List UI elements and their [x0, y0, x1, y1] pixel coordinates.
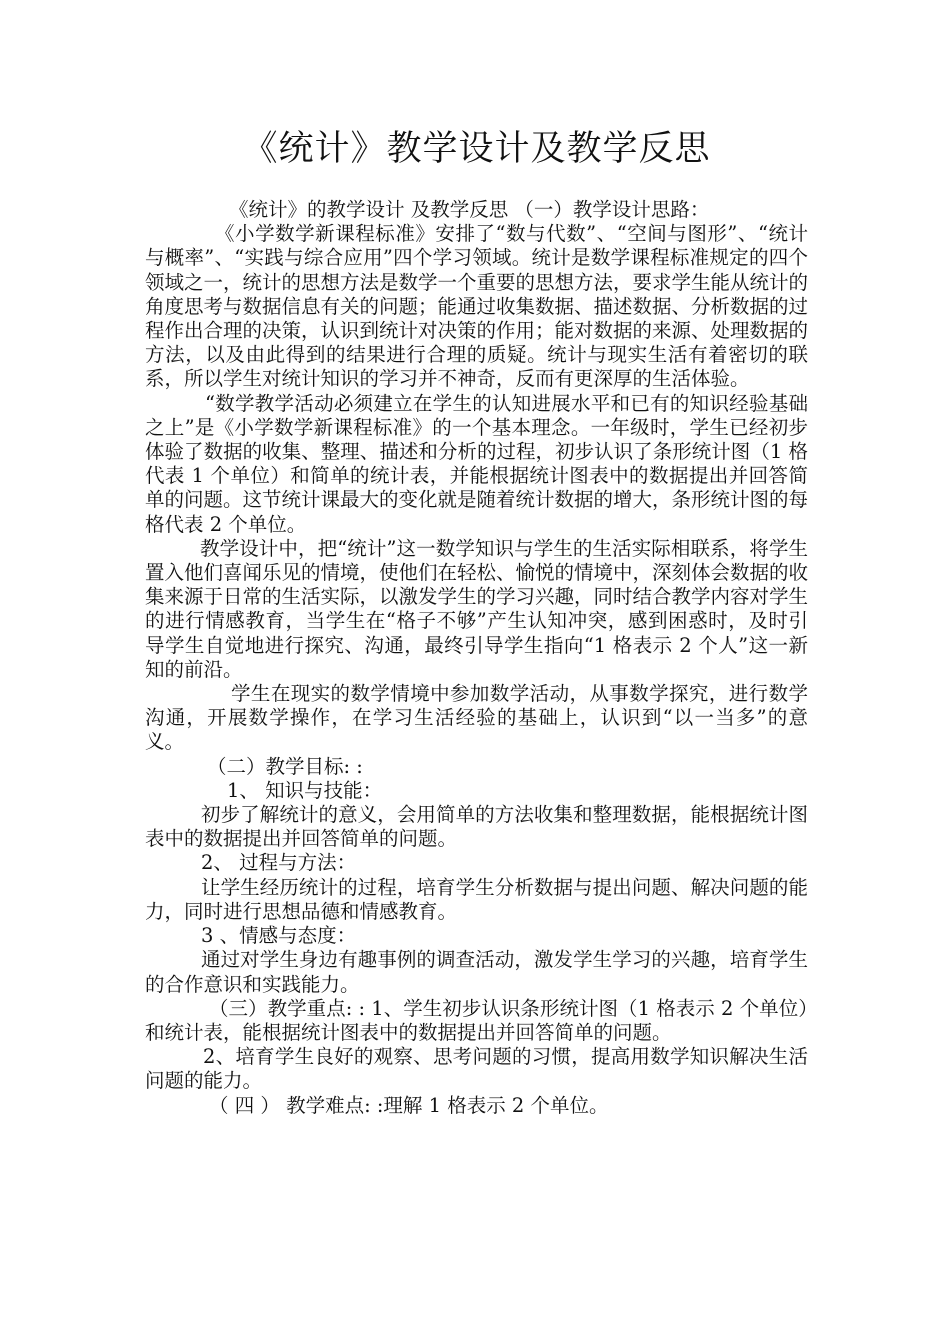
heading-teaching-difficulty: （ 四 ） 教学难点: :理解 1 格表示 2 个单位。: [209, 1093, 609, 1117]
heading-teaching-goals: （二）教学目标: :: [207, 754, 363, 778]
paragraph-student-activity: 学生在现实的数学情境中参加数学活动，从事数学探究，进行数学沟通，开展数学操作，在学习生活经验的基础上，认识到“以一当多”的意义。: [145, 682, 808, 754]
document-body: [145, 198, 808, 1118]
subheading-process-method: 2、 过程与方法：: [201, 851, 357, 875]
subheading-knowledge-skills: 1、 知识与技能：: [227, 778, 383, 802]
paragraph-teaching-principle: “数学教学活动必须建立在学生的认知进展水平和已有的知识经验基础之上”是《小学数学新课程标准》的一个基本理念。一年级时，学生已经初步体验了数据的收集、整理、描述和分析的过程，初步认识了条形统计图（1 格代表 1 个单位）和简单的统计表，并能根据统计图表中的数据提出并回答简单的问题。这节统计课最大的变化就是随着统计数据的增大，条形统计图的每格代表 2 个单位。: [145, 391, 809, 536]
paragraph-knowledge-skills: 初步了解统计的意义，会用简单的方法收集和整理数据，能根据统计图表中的数据提出并回答简单的问题。: [145, 803, 808, 851]
document-title: 《统计》教学设计及教学反思: [242, 129, 711, 169]
intro-line: 《统计》的教学设计 及教学反思 （一）教学设计思路：: [229, 198, 710, 221]
heading-teaching-focus: （三）教学重点: : 1、学生初步认识条形统计图（1 格表示 2 个单位）和统计表，能根据统计图表中的数据提出并回答简单的问题。: [145, 996, 808, 1044]
paragraph-emotion-attitude: 通过对学生身边有趣事例的调查活动，激发学生学习的兴趣，培育学生的合作意识和实践能力。: [145, 948, 808, 996]
subheading-emotion-attitude: 3 、情感与态度：: [201, 924, 357, 948]
paragraph-design: 教学设计中，把“统计”这一数学知识与学生的生活实际相联系，将学生置入他们喜闻乐见的情境，使他们在轻松、愉悦的情境中，深刻体会数据的收集来源于日常的生活实际，以激发学生的学习兴趣，同时结合教学内容对学生的进行情感教育，当学生在“格子不够”产生认知冲突，感到困惑时，及时引导学生自觉地进行探究、沟通，最终引导学生指向“1 格表示 2 个人”这一新知的前沿。: [145, 536, 809, 681]
paragraph-teaching-focus-2: 2、培育学生良好的观察、思考问题的习惯，提高用数学知识解决生活问题的能力。: [145, 1045, 808, 1093]
paragraph-process-method: 让学生经历统计的过程，培育学生分析数据与提出问题、解决问题的能力，同时进行思想品德和情感教育。: [145, 875, 808, 923]
paragraph-curriculum-standard: 《小学数学新课程标准》安排了“数与代数”、“空间与图形”、“统计与概率”、“实践与综合应用”四个学习领域。统计是数学课程标准规定的四个领域之一，统计的思想方法是数学一个重要的思想方法，要求学生能从统计的角度思考与数据信息有关的问题；能通过收集数据、描述数据、分析数据的过程作出合理的决策，认识到统计对决策的作用；能对数据的来源、处理数据的方法，以及由此得到的结果进行合理的质疑。统计与现实生活有着密切的联系，所以学生对统计知识的学习并不神奇，反而有更深厚的生活体验。: [145, 222, 809, 391]
